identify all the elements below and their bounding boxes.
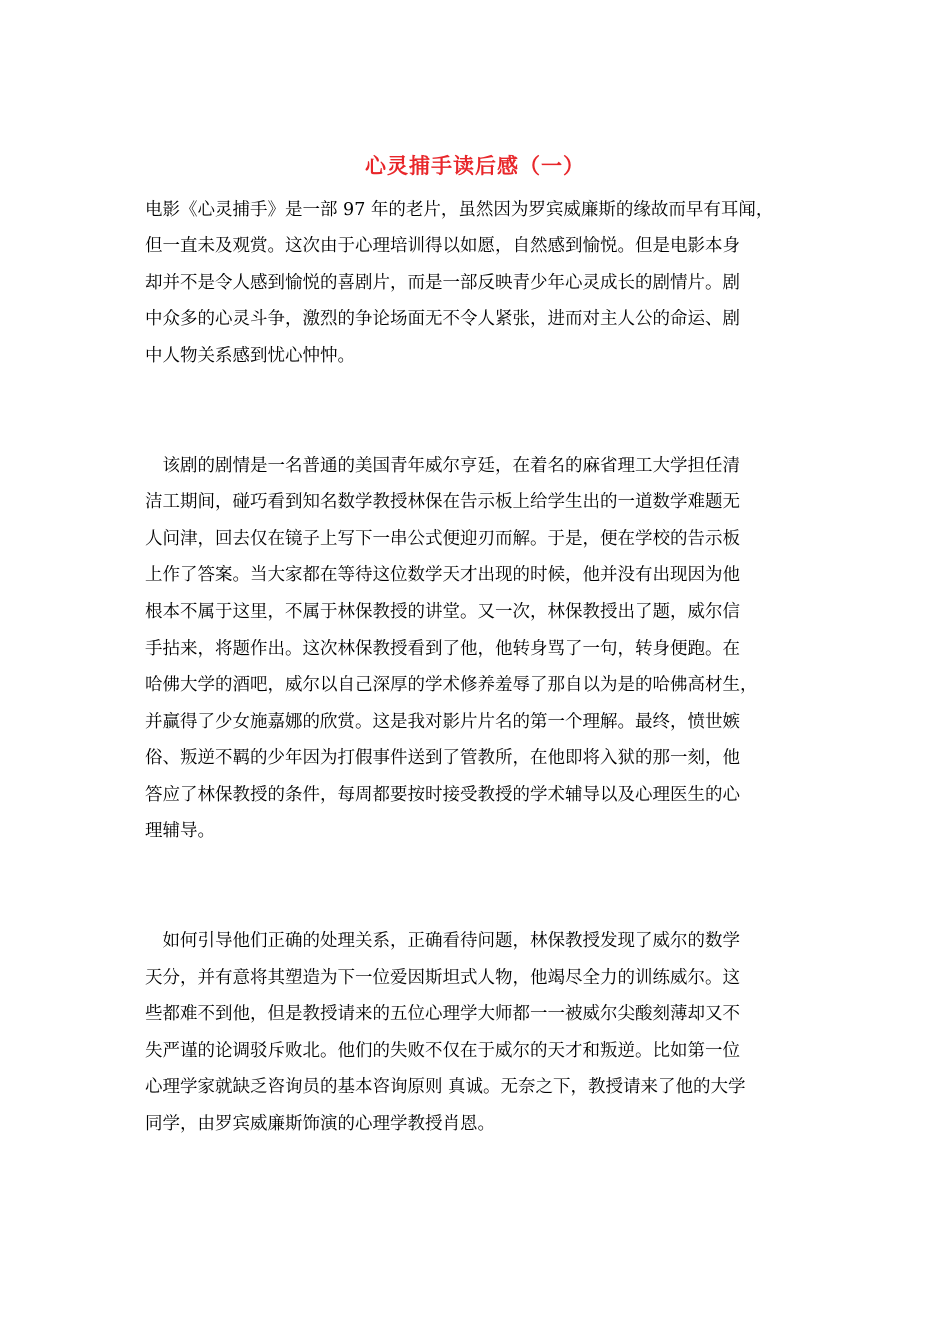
paragraph-2-line-11: 理辅导。 — [145, 821, 215, 841]
paragraph-1-line-2: 但一直未及观赏。这次由于心理培训得以如愿，自然感到愉悦。但是电影本身 — [145, 236, 740, 256]
paragraph-2-line-1: 该剧的剧情是一名普通的美国青年威尔亨廷，在着名的麻省理工大学担任清 — [145, 456, 740, 476]
paragraph-3-line-6: 同学，由罗宾威廉斯饰演的心理学教授肖恩。 — [145, 1114, 495, 1134]
paragraph-1-line-3: 却并不是令人感到愉悦的喜剧片，而是一部反映青少年心灵成长的剧情片。剧 — [145, 273, 740, 293]
paragraph-3-line-1: 如何引导他们正确的处理关系，正确看待问题，林保教授发现了威尔的数学 — [145, 931, 740, 951]
paragraph-2-line-6: 手拈来，将题作出。这次林保教授看到了他，他转身骂了一句，转身便跑。在 — [145, 639, 740, 659]
paragraph-3-line-5: 心理学家就缺乏咨询员的基本咨询原则 真诚。无奈之下，教授请来了他的大学 — [145, 1077, 746, 1097]
paragraph-2-line-2: 洁工期间，碰巧看到知名数学教授林保在告示板上给学生出的一道数学难题无 — [145, 492, 740, 512]
paragraph-3-line-4: 失严谨的论调驳斥败北。他们的失败不仅在于威尔的天才和叛逆。比如第一位 — [145, 1041, 740, 1061]
paragraph-2-line-9: 俗、叛逆不羁的少年因为打假事件送到了管教所，在他即将入狱的那一刻，他 — [145, 748, 740, 768]
paragraph-2-line-10: 答应了林保教授的条件，每周都要按时接受教授的学术辅导以及心理医生的心 — [145, 785, 740, 805]
paragraph-2-line-8: 并赢得了少女施嘉娜的欣赏。这是我对影片片名的第一个理解。最终，愤世嫉 — [145, 712, 740, 732]
paragraph-2-line-4: 上作了答案。当大家都在等待这位数学天才出现的时候，他并没有出现因为他 — [145, 565, 740, 585]
paragraph-1-line-4: 中众多的心灵斗争，激烈的争论场面无不令人紧张，进而对主人公的命运、剧 — [145, 309, 740, 329]
paragraph-3-line-3: 些都难不到他，但是教授请来的五位心理学大师都一一被威尔尖酸刻薄却又不 — [145, 1004, 740, 1024]
paragraph-1-line-1: 电影《心灵捕手》是一部 97 年的老片，虽然因为罗宾威廉斯的缘故而早有耳闻， — [145, 200, 774, 220]
paragraph-1-line-5: 中人物关系感到忧心忡忡。 — [145, 346, 355, 366]
paragraph-2-line-3: 人问津，回去仅在镜子上写下一串公式便迎刃而解。于是，便在学校的告示板 — [145, 529, 740, 549]
paragraph-2-line-5: 根本不属于这里，不属于林保教授的讲堂。又一次，林保教授出了题，威尔信 — [145, 602, 740, 622]
paragraph-3-line-2: 天分，并有意将其塑造为下一位爱因斯坦式人物，他竭尽全力的训练威尔。这 — [145, 968, 740, 988]
paragraph-2-line-7: 哈佛大学的酒吧，威尔以自己深厚的学术修养羞辱了那自以为是的哈佛高材生， — [145, 675, 758, 695]
document-title: 心灵捕手读后感（一） — [365, 153, 585, 178]
